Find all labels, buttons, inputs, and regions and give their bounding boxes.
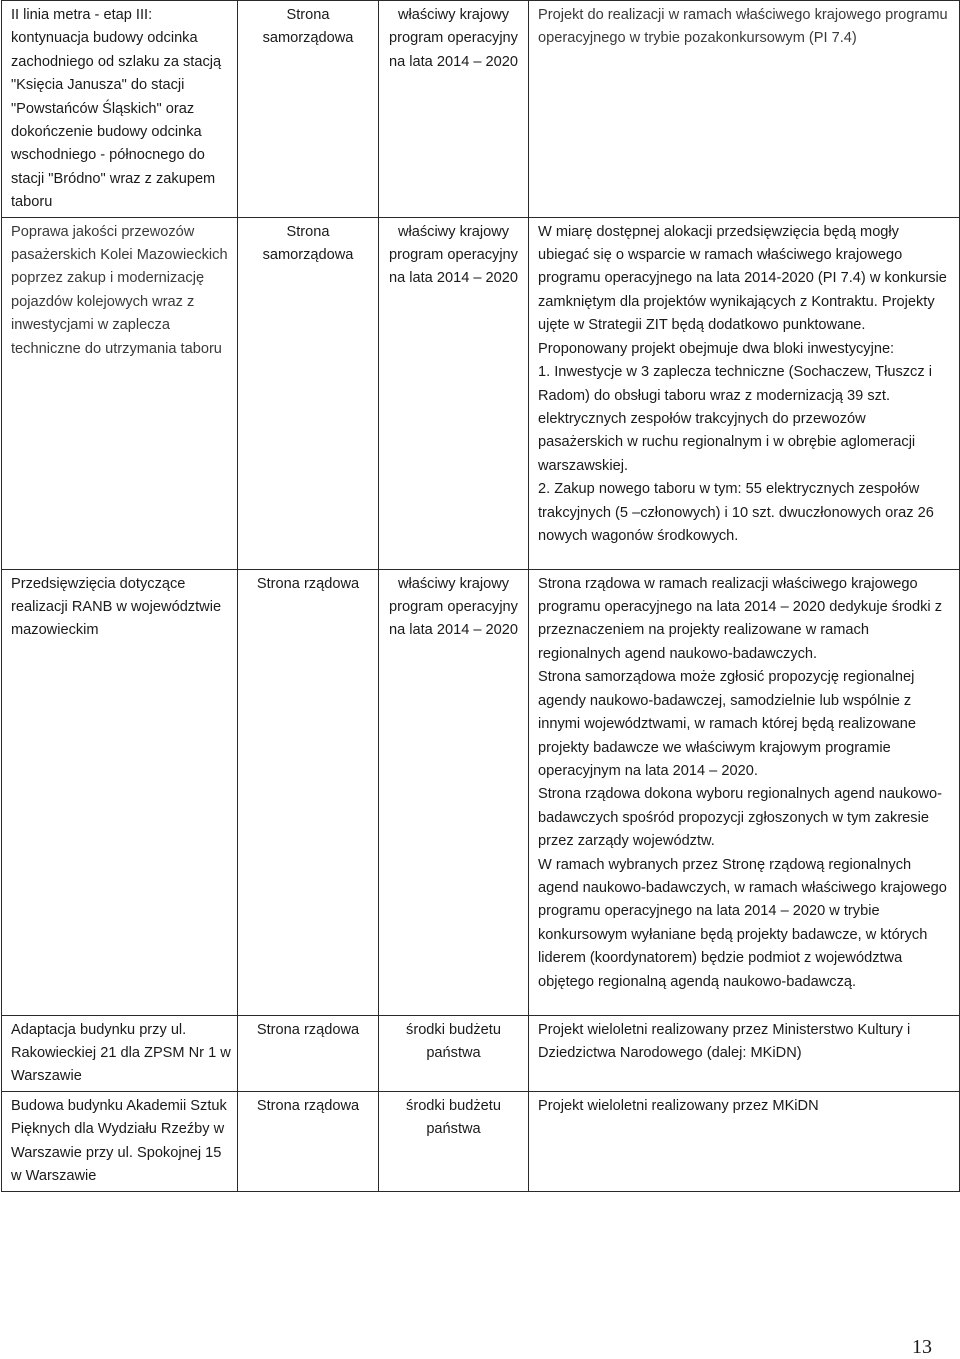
note-paragraph: Strona samorządowa może zgłosić propozycję regionalnej agendy naukowo-badawczej, samodzielnie lub wspólnie z innymi województwami, w ramach której będą realizowane projekty badawcze we właściwym krajowym programie operacyjnym na lata 2014 – 2020. — [538, 669, 916, 779]
projects-table — [1, 0, 960, 1192]
note-paragraph: 1. Inwestycje w 3 zaplecza techniczne (Sochaczew, Tłuszcz i Radom) do obsługi taboru wraz z modernizacją 39 szt. elektrycznych zespołów trakcyjnych do przewozów pasażerskich w ruchu regionalnym i w obrębie aglomeracji warszawskiej. — [538, 364, 932, 474]
note-paragraph: Strona rządowa dokona wyboru regionalnych agend naukowo-badawczych spośród propozycji zgłoszonych w tym zakresie przez zarządy województw. — [538, 786, 943, 850]
funding-source-cell — [379, 1091, 529, 1191]
table-row — [2, 1091, 960, 1191]
notes-cell — [529, 1015, 960, 1091]
project-name-cell — [2, 569, 238, 1015]
funding-source: właściwy krajowy program operacyjny na lata 2014 – 2020 — [388, 7, 519, 70]
note-paragraph: Projekt wieloletni realizowany przez Ministerstwo Kultury i Dziedzictwa Narodowego (dalej: MKiDN) — [538, 1021, 911, 1062]
notes-cell — [529, 1, 960, 218]
note-paragraph: Proponowany projekt obejmuje dwa bloki inwestycyjne: — [538, 340, 895, 357]
responsible-party: Strona samorządowa — [262, 7, 354, 47]
note-paragraph: Projekt do realizacji w ramach właściwego krajowego programu operacyjnego w trybie pozakonkursowym (PI 7.4) — [538, 7, 948, 47]
party-cell — [238, 217, 379, 569]
page-number: 13 — [912, 1336, 932, 1358]
project-name: Budowa budynku Akademii Sztuk Pięknych dla Wydziału Rzeźby w Warszawie przy ul. Spokojnej 15 w Warszawie — [11, 1097, 227, 1185]
party-cell — [238, 1091, 379, 1191]
project-name-cell — [2, 1, 238, 218]
notes-cell — [529, 1091, 960, 1191]
funding-source-cell — [379, 217, 529, 569]
party-cell — [238, 569, 379, 1015]
note-paragraph: W miarę dostępnej alokacji przedsięwzięcia będą mogły ubiegać się o wsparcie w ramach właściwego krajowego programu operacyjnego na lata 2014-2020 (PI 7.4) w konkursie zamkniętym dla projektów wynikających z Kontraktu. Projekty ujęte w Strategii ZIT będą dodatkowo punktowane. — [538, 223, 947, 334]
responsible-party: Strona samorządowa — [262, 223, 354, 264]
notes-cell — [529, 217, 960, 569]
table-row — [2, 569, 960, 1015]
funding-source-cell — [379, 1015, 529, 1091]
funding-source: środki budżetu państwa — [406, 1021, 501, 1062]
project-name: Poprawa jakości przewozów pasażerskich Kolei Mazowieckich poprzez zakup i modernizację pojazdów kolejowych wraz z inwestycjami w zaplecza techniczne do utrzymania taboru — [11, 223, 228, 357]
responsible-party: Strona rządowa — [256, 1021, 360, 1038]
project-name-cell — [2, 1091, 238, 1191]
note-paragraph: Projekt wieloletni realizowany przez MKiDN — [538, 1097, 819, 1114]
note-paragraph: 2. Zakup nowego taboru w tym: 55 elektrycznych zespołów trakcyjnych (5 –członowych) i 10 szt. dwuczłonowych oraz 26 nowych wagonów środkowych. — [538, 481, 934, 544]
project-name: Przedsięwzięcia dotyczące realizacji RANB w województwie mazowieckim — [11, 575, 222, 639]
party-cell — [238, 1, 379, 218]
project-name-cell — [2, 1015, 238, 1091]
notes-cell — [529, 569, 960, 1015]
responsible-party: Strona rządowa — [256, 575, 360, 592]
funding-source: właściwy krajowy program operacyjny na lata 2014 – 2020 — [388, 575, 519, 639]
table-row — [2, 1015, 960, 1091]
note-paragraph: W ramach wybranych przez Stronę rządową regionalnych agend naukowo-badawczych, w ramach właściwego krajowego programu operacyjnego na lata 2014 – 2020 w trybie konkursowym wyłaniane będą projekty badawcze, w których liderem (koordynatorem) będzie podmiot z województwa objętego regionalną agendą naukowo-badawczą. — [538, 856, 947, 990]
funding-source-cell — [379, 569, 529, 1015]
project-name: Adaptacja budynku przy ul. Rakowieckiej 21 dla ZPSM Nr 1 w Warszawie — [11, 1021, 231, 1085]
funding-source-cell — [379, 1, 529, 218]
funding-source: środki budżetu państwa — [406, 1097, 501, 1138]
responsible-party: Strona rządowa — [256, 1097, 360, 1114]
note-paragraph: Strona rządowa w ramach realizacji właściwego krajowego programu operacyjnego na lata 2014 – 2020 dedykuje środki z przeznaczeniem na projekty realizowane w ramach regionalnych agend naukowo-badawczych. — [538, 575, 943, 662]
project-name-cell — [2, 217, 238, 569]
table-row — [2, 217, 960, 569]
party-cell — [238, 1015, 379, 1091]
project-name: II linia metra - etap III: kontynuacja budowy odcinka zachodniego od szlaku za stacją "Księcia Janusza" do stacji "Powstańców Śląskich" oraz dokończenie budowy odcinka wschodniego - północnego do stacji "Bródno" wraz z zakupem taboru — [11, 7, 222, 211]
table-row — [2, 1, 960, 218]
funding-source: właściwy krajowy program operacyjny na lata 2014 – 2020 — [388, 223, 519, 287]
